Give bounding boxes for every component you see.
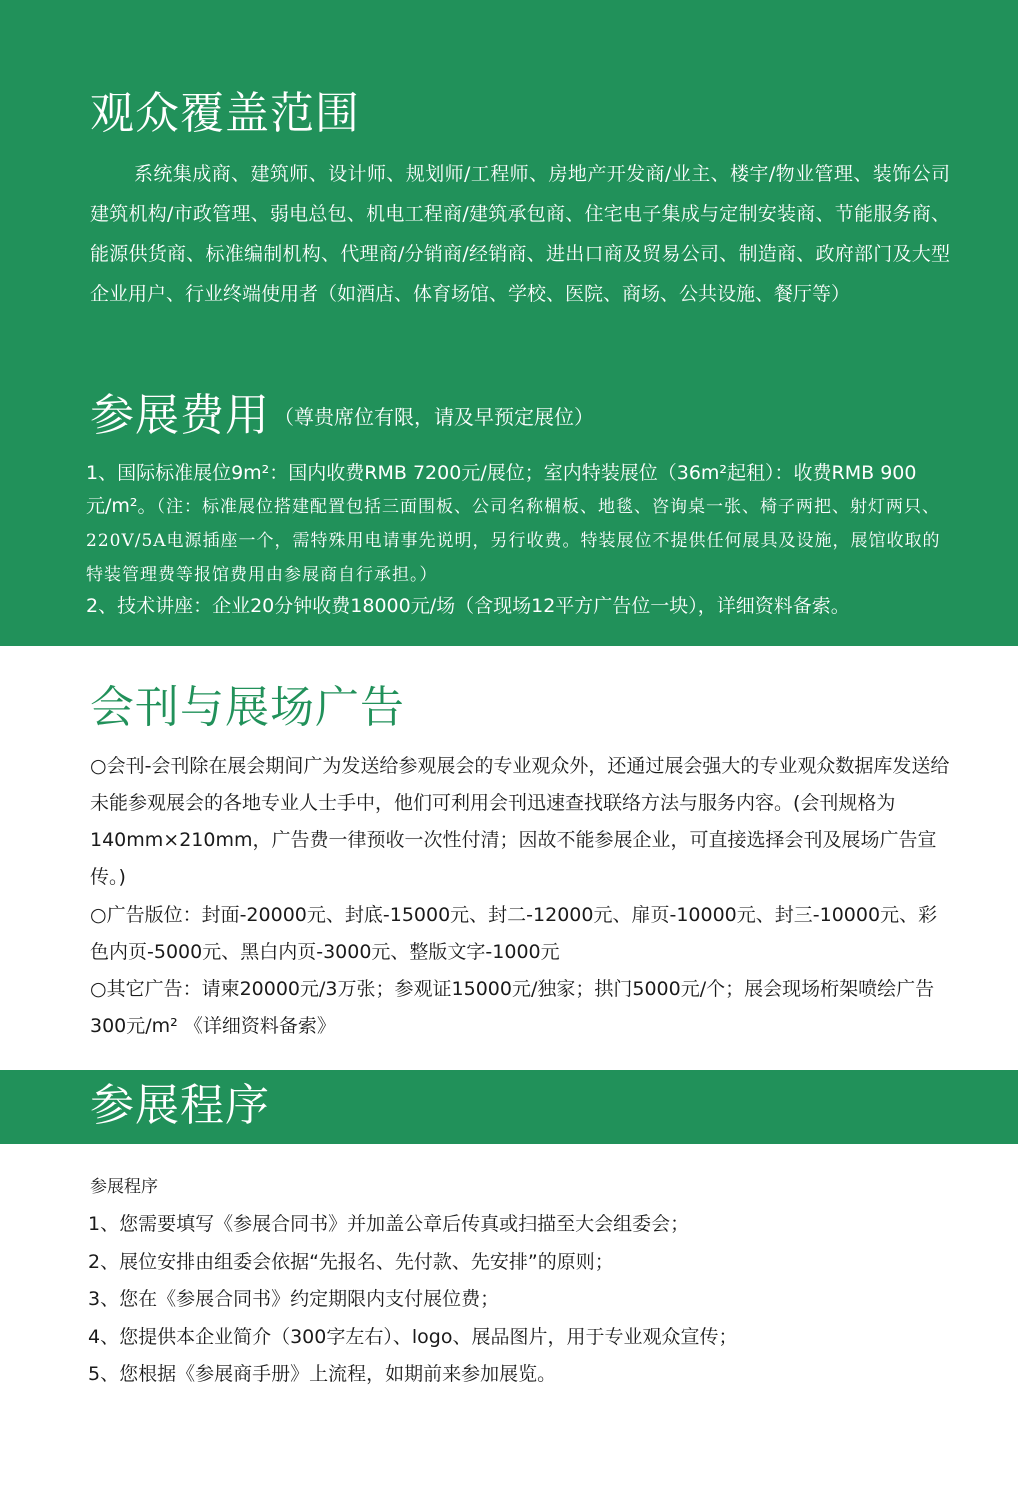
audience-and-fees-section bbox=[0, 0, 1018, 646]
fees-heading: 参展费用 bbox=[90, 390, 270, 441]
procedure-step: 4、您提供本企业简介（300字左右）、logo、展品图片，用于专业观众宣传； bbox=[88, 1325, 738, 1348]
audience-heading: 观众覆盖范围 bbox=[90, 88, 360, 139]
procedure-step: 1、您需要填写《参展合同书》并加盖公章后传真或扫描至大会组委会； bbox=[88, 1213, 690, 1235]
procedure-section bbox=[0, 1144, 1018, 1500]
audience-paragraph: 系统集成商、建筑师、设计师、规划师/工程师、房地产开发商/业主、楼宇/物业管理、装饰公司建筑机构/市政管理、弱电总包、机电工程商/建筑承包商、住宅电子集成与定制安装商、节能服务商、能源供货商、标准编制机构、代理商/分销商/经销商、进出口商及贸易公司、制造商、政府部门及大型企业用户、行业终端使用者（如酒店、体育场馆、学校、医院、商场、公共设施、餐厅等） bbox=[90, 163, 950, 305]
ads-paragraph-placements: ○广告版位：封面-20000元、封底-15000元、封二-12000元、扉页-10000元、封三-10000元、彩色内页-5000元、黑白内页-3000元、整版文字-1000元 bbox=[90, 904, 938, 963]
fee-item-1 bbox=[86, 457, 954, 592]
advertising-section bbox=[0, 646, 1018, 1070]
fee-item-2: 2、技术讲座：企业20分钟收费18000元/场（含现场12平方广告位一块），详细资料备索。 bbox=[86, 595, 850, 617]
fee-item-1-main: 1、国际标准展位9m²：国内收费RMB 7200元/展位；室内特装展位（36m²起租）：收费RMB 900元/m²。 bbox=[86, 462, 917, 517]
procedure-heading: 参展程序 bbox=[90, 1080, 270, 1131]
ads-paragraph-other: ○其它广告：请柬20000元/3万张；参观证15000元/独家；拱门5000元/个；展会现场桁架喷绘广告300元/m² 《详细资料备索》 bbox=[90, 978, 935, 1037]
ads-paragraph-catalog: ○会刊-会刊除在展会期间广为发送给参观展会的专业观众外，还通过展会强大的专业观众数据库发送给未能参观展会的各地专业人士手中，他们可利用会刊迅速查找联络方法与服务内容。(会刊规格为140mm×210mm，广告费一律预收一次性付清；因故不能参展企业，可直接选择会刊及展场广告宣传。) bbox=[90, 755, 950, 888]
procedure-steps bbox=[88, 1206, 948, 1394]
fee-item-1-note: （注：标准展位搭建配置包括三面围板、公司名称楣板、地毯、咨询桌一张、椅子两把、射灯两只、220V/5A电源插座一个，需特殊用电请事先说明，另行收费。特装展位不提供任何展具及设施，展馆收取的特装管理费等报馆费用由参展商自行承担。） bbox=[86, 497, 941, 585]
fees-heading-row bbox=[90, 388, 594, 445]
procedure-step: 5、您根据《参展商手册》上流程，如期前来参加展览。 bbox=[88, 1363, 557, 1385]
procedure-subtitle: 参展程序 bbox=[90, 1177, 158, 1197]
procedure-heading-band bbox=[0, 1070, 1018, 1144]
procedure-step: 2、展位安排由组委会依据“先报名、先付款、先安排”的原则； bbox=[88, 1250, 614, 1273]
ads-heading: 会刊与展场广告 bbox=[90, 682, 405, 733]
procedure-step: 3、您在《参展合同书》约定期限内支付展位费； bbox=[88, 1288, 500, 1310]
fees-subtitle: （尊贵席位有限，请及早预定展位） bbox=[274, 405, 594, 429]
